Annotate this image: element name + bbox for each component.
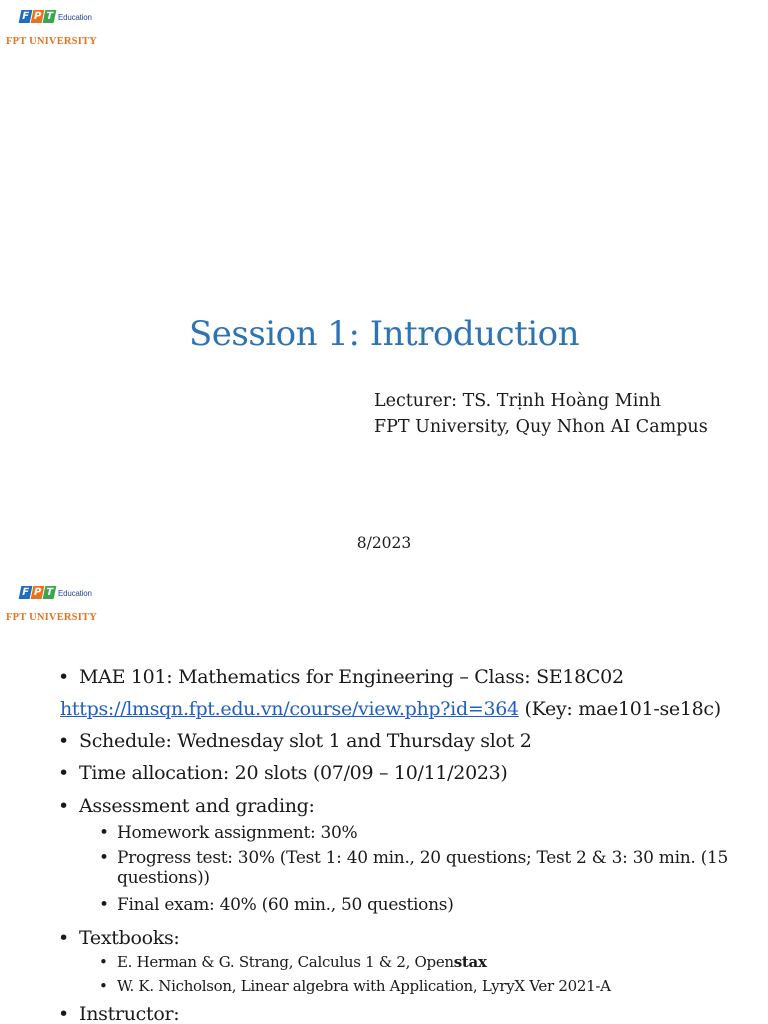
grading-final-exam: Final exam: 40% (60 min., 50 questions) [117, 895, 454, 915]
grading-item [58, 823, 758, 848]
course-link-line [60, 698, 758, 730]
course-title: MAE 101: Mathematics for Engineering – Class: SE18C02 [79, 666, 624, 688]
logo-tile-p: P [31, 10, 45, 23]
course-key: (Key: mae101-se18c) [518, 698, 721, 720]
logo-education-text: Education [58, 13, 92, 22]
time-allocation-bullet [58, 762, 758, 795]
textbooks-text: Textbooks: [79, 927, 180, 949]
schedule-text: Schedule: Wednesday slot 1 and Thursday slot 2 [79, 730, 532, 752]
grading-homework: Homework assignment: 30% [117, 823, 358, 843]
logo-tile-p: P [31, 586, 45, 599]
course-link[interactable]: https://lmsqn.fpt.edu.vn/course/view.php?id=364 [60, 698, 519, 720]
slide-date: 8/2023 [356, 534, 412, 552]
course-bullet [58, 666, 758, 698]
fpt-logo-mark [20, 10, 55, 23]
textbook-calculus: E. Herman & G. Strang, Calculus 1 & 2, Open [117, 953, 454, 971]
textbooks-bullet [58, 927, 758, 953]
time-allocation-text: Time allocation: 20 slots (07/09 – 10/11/2023) [79, 762, 508, 784]
fpt-logo-mark [20, 586, 55, 599]
textbook-item [58, 953, 758, 977]
fpt-logo [6, 580, 110, 628]
textbook-calculus-publisher: stax [453, 953, 487, 971]
logo-tile-f: F [19, 586, 33, 599]
instructor-text: Instructor: [79, 1003, 180, 1024]
textbook-linear-algebra: W. K. Nicholson, Linear algebra with Application, LyryX Ver 2021-A [117, 977, 611, 995]
assessment-text: Assessment and grading: [79, 795, 315, 817]
fpt-logo [6, 4, 110, 52]
assessment-bullet [58, 795, 758, 823]
textbook-item [58, 977, 758, 1003]
grading-item [58, 895, 758, 927]
slide-title: Session 1: Introduction [188, 314, 580, 354]
logo-tile-f: F [19, 10, 33, 23]
grading-item [58, 848, 758, 895]
instructor-bullet [58, 1003, 758, 1024]
logo-university-text: FPT UNIVERSITY [6, 36, 97, 47]
logo-education-text: Education [58, 589, 92, 598]
lecturer-block [374, 388, 708, 440]
grading-progress-test: • Progress test: 30% (Test 1: 40 min., 20 questions; Test 2 & 3: 30 min. (15 questions)) [117, 848, 728, 888]
course-info [58, 666, 758, 1024]
logo-tile-t: T [43, 586, 57, 599]
lecturer-affiliation: FPT University, Quy Nhon AI Campus [374, 417, 708, 437]
logo-university-text: FPT UNIVERSITY [6, 612, 97, 623]
logo-tile-t: T [43, 10, 57, 23]
lecturer-name: Lecturer: TS. Trịnh Hoàng Minh [374, 391, 661, 411]
schedule-bullet [58, 730, 758, 762]
